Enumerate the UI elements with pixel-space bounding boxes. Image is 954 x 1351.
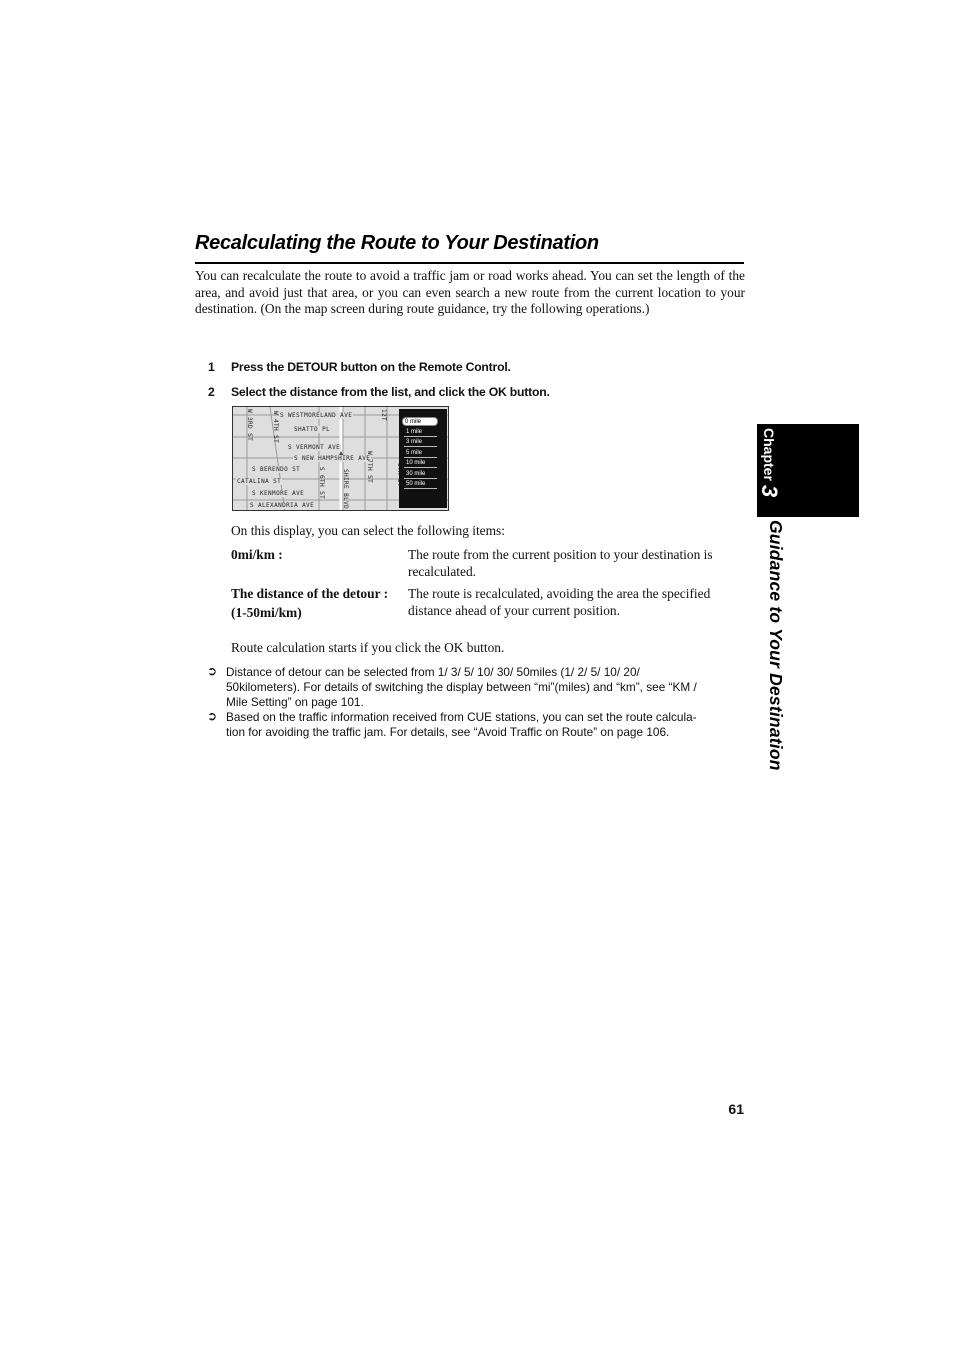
map-street-label: S VERMONT AVE (288, 444, 341, 451)
map-street-label: S BERENDO ST (252, 466, 301, 473)
map-street-label: 12T (380, 409, 387, 422)
map-street-label: SHATTO PL (294, 426, 331, 433)
note-line: Based on the traffic information received from CUE stations, you can set the route calcula- (226, 710, 697, 724)
distance-list (399, 409, 447, 508)
distance-option[interactable]: 3 mile (404, 438, 437, 447)
chapter-label (758, 428, 780, 516)
map-street-label: S WESTMORELAND AVE (280, 412, 353, 419)
note-1 (226, 665, 746, 709)
map-street-label: W 7TH ST (366, 451, 373, 484)
distance-option[interactable]: 0 mile (402, 417, 438, 426)
item-term: The distance of the detour : (231, 586, 389, 601)
detour-map-screenshot (232, 406, 449, 511)
item-term: 0mi/km : (231, 547, 283, 562)
distance-option[interactable]: 10 mile (404, 459, 437, 468)
note-line: 50kilometers). For details of switching the display between “mi”(miles) and “km”, see “KM / (226, 679, 697, 694)
note-line: Mile Setting” on page 101. (226, 694, 364, 709)
chapter-word: Chapter (761, 428, 777, 481)
note-arrow-icon: ➲ (207, 664, 218, 678)
item-description: The route is recalculated, avoiding the area the specified distance ahead of your current position. (408, 586, 711, 618)
distance-option[interactable]: 1 mile (404, 428, 437, 437)
chapter-number: 3 (757, 484, 782, 498)
item-term-range: (1-50mi/km) (231, 605, 302, 620)
map-street-label: S ALEXANDRIA AVE (250, 502, 315, 509)
item-description: The route from the current position to your destination is recalculated. (408, 547, 713, 579)
step-number: 2 (208, 385, 215, 399)
distance-option[interactable]: 5 mile (404, 449, 437, 458)
note-arrow-icon: ➲ (207, 709, 218, 723)
step-1 (208, 360, 511, 374)
section-title: Recalculating the Route to Your Destination (195, 232, 599, 254)
step-number: 1 (208, 360, 215, 374)
ok-note: Route calculation starts if you click the OK button. (231, 640, 505, 655)
map-street-label: SHIRE BLVD (342, 469, 349, 510)
step-2 (208, 385, 550, 399)
note-line: Distance of detour can be selected from 1/ 3/ 5/ 10/ 30/ 50miles (1/ 2/ 5/ 10/ 20/ (226, 665, 640, 679)
note-line: tion for avoiding the traffic jam. For details, see “Avoid Traffic on Route” on page 106. (226, 724, 670, 739)
map-street-label: W 4TH ST (272, 411, 279, 444)
distance-option[interactable]: 30 mile (404, 470, 437, 479)
distance-option[interactable]: 50 mile (404, 480, 437, 489)
map-street-label: S NEW HAMPSHIRE AVE (294, 455, 371, 462)
map-street-label: W 3RD ST (246, 409, 253, 442)
step-text: Select the distance from the list, and click the OK button. (231, 385, 550, 399)
display-intro: On this display, you can select the following items: (231, 523, 505, 538)
map-street-label: S 6TH ST (318, 467, 325, 500)
step-text: Press the DETOUR button on the Remote Control. (231, 360, 511, 374)
intro-paragraph: You can recalculate the route to avoid a traffic jam or road works ahead. You can set the length of the area, and avoid just that area, or you can even search a new route from the current location to your destination. (On the map screen during route guidance, try the following operations.) (195, 268, 745, 317)
note-2 (226, 710, 746, 740)
map-street-label: S KENMORE AVE (252, 490, 305, 497)
page-number: 61 (728, 1101, 744, 1117)
title-rule (195, 262, 744, 264)
map-street-label: CATALINA ST (237, 478, 282, 485)
chapter-title: Guidance to Your Destination (766, 520, 786, 771)
